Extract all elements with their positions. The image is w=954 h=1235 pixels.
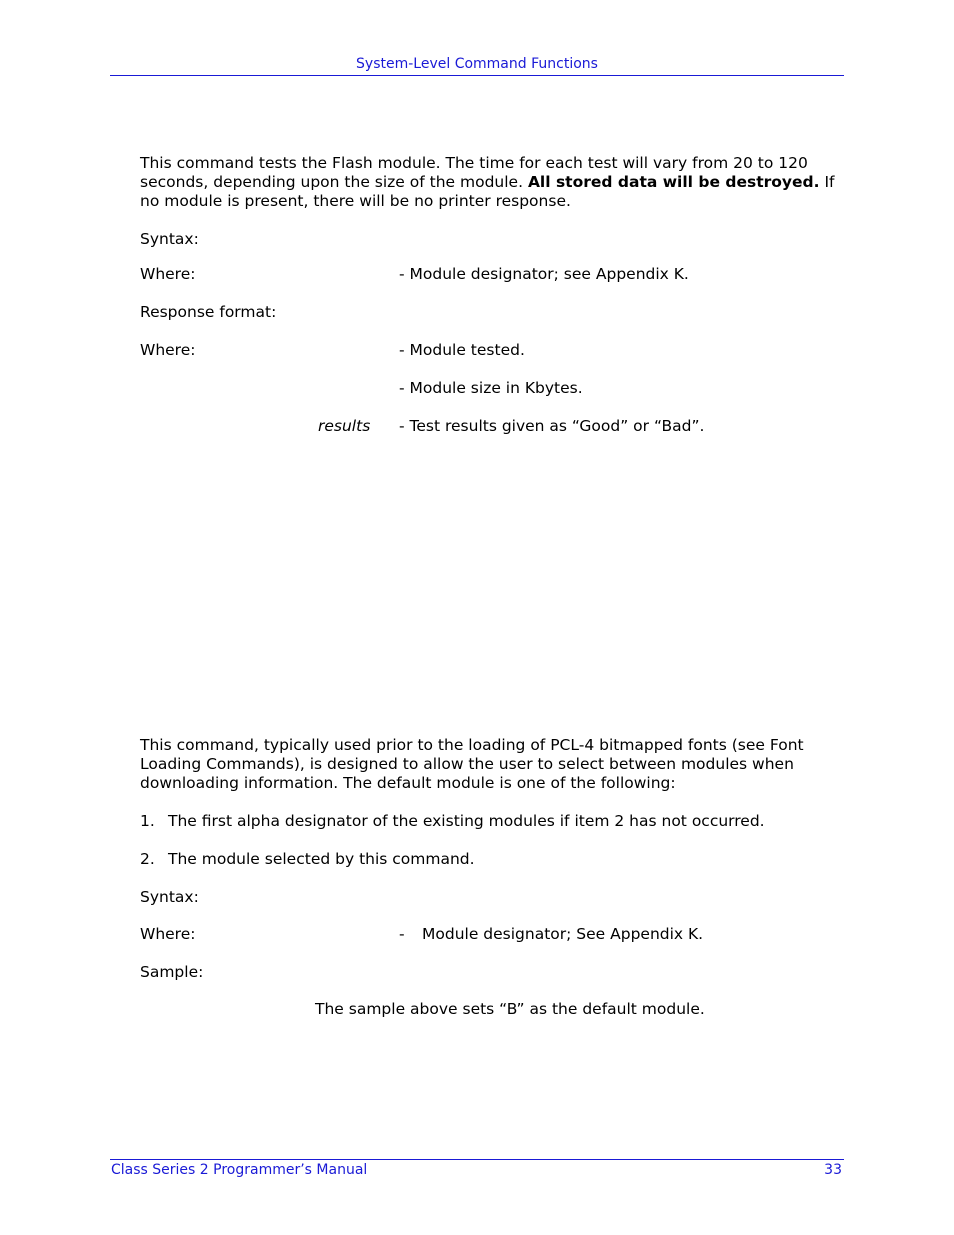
header-rule (110, 75, 844, 76)
response-item-term: results (318, 417, 371, 435)
intro-text-end: If no module is present, there will be no printer response. (140, 173, 835, 210)
where-label: Where: (140, 265, 196, 283)
response-item-description: - Module size in Kbytes. (399, 379, 583, 397)
where-label: Where: (140, 341, 196, 359)
warning-text: All stored data will be destroyed. (527, 173, 820, 191)
page-number: 33 (824, 1162, 842, 1178)
response-format-label: Response format: (140, 303, 277, 321)
where-description: Module designator; See Appendix K. (422, 925, 704, 943)
sample-note: The sample above sets “B” as the default module. (315, 1000, 705, 1018)
response-item-description: - Module tested. (399, 341, 525, 359)
where-description: - Module designator; see Appendix K. (399, 265, 689, 283)
section2-intro: This command, typically used prior to the loading of PCL-4 bitmapped fonts (see Font Loading Commands), is designed to allow the user to select between modules when downloading information. The default module is one of the following: (140, 736, 804, 792)
where-dash: - (399, 925, 405, 943)
intro-text: This command tests the Flash module. The time for each test will vary from 20 to 120 seconds, depending upon the size of the module. (140, 154, 808, 191)
where-label: Where: (140, 925, 196, 943)
footer-manual-title: Class Series 2 Programmer’s Manual (111, 1162, 368, 1178)
list-number: 1. (140, 812, 155, 830)
syntax-label: Syntax: (140, 230, 199, 248)
list-number: 2. (140, 850, 155, 868)
list-item: The module selected by this command. (168, 850, 475, 868)
response-item-description: - Test results given as “Good” or “Bad”. (399, 417, 705, 435)
section1-intro (140, 154, 850, 211)
footer-rule (110, 1159, 844, 1160)
syntax-label: Syntax: (140, 888, 199, 906)
sample-label: Sample: (140, 963, 204, 981)
list-item: The first alpha designator of the existing modules if item 2 has not occurred. (168, 812, 765, 830)
running-header: System-Level Command Functions (356, 56, 598, 72)
